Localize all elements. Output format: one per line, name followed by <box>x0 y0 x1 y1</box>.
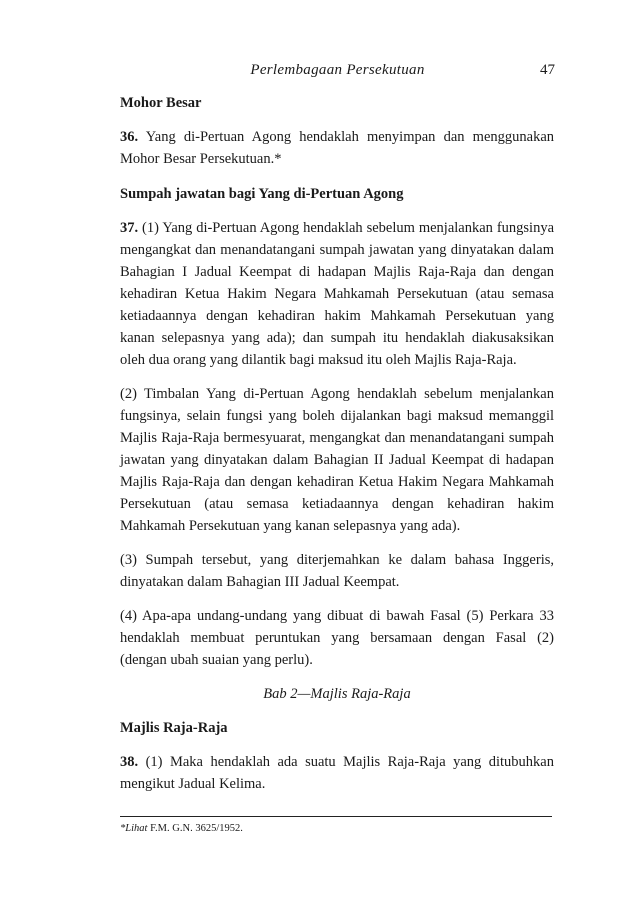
article-36-number: 36. <box>120 129 139 145</box>
article-36 <box>120 126 554 170</box>
chapter-heading: Bab 2—Majlis Raja-Raja <box>263 686 411 702</box>
footnote-reference: F.M. G.N. 3625/1952. <box>150 823 243 834</box>
article-37-clause-1-text: (1) Yang di-Pertuan Agong hendaklah sebelum menjalankan fungsinya mengangkat dan menandatangani sumpah jawatan yang dinyatakan dalam Bahagian I Jadual Keempat di hadapan Majlis Raja-Raja dan dengan kehadiran Ketua Hakim Negara Mahkamah Persekutuan (atau semasa ketiadaannya dengan kehadiran hakim Mahkamah Persekutuan yang kanan selepasnya yang ada); dan sumpah itu hendaklah diakusaksikan oleh dua orang yang dilantik bagi maksud itu oleh Majlis Raja-Raja. <box>120 220 555 368</box>
article-38-number: 38. <box>120 754 139 770</box>
page-number: 47 <box>540 62 555 78</box>
article-37-clause-3: (3) Sumpah tersebut, yang diterjemahkan ke dalam bahasa Inggeris, dinyatakan dalam Bahagian III Jadual Keempat. <box>120 552 554 590</box>
article-37-number: 37. <box>120 220 139 236</box>
article-37-clause-4: (4) Apa-apa undang-undang yang dibuat di bawah Fasal (5) Perkara 33 hendaklah membuat peruntukan yang bersamaan dengan Fasal (2) (dengan ubah suaian yang perlu). <box>120 608 554 668</box>
article-37-clause-2: (2) Timbalan Yang di-Pertuan Agong hendaklah sebelum menjalankan fungsinya, selain fungsi yang boleh dijalankan bagi maksud memanggil Majlis Raja-Raja bermesyuarat, mengangkat dan menandatangani sumpah jawatan yang dinyatakan dalam Bahagian II Jadual Keempat di hadapan Majlis Raja-Raja dan dengan kehadiran Ketua Hakim Negara Mahkamah Persekutuan (atau semasa ketiadaannya dengan kehadiran hakim Mahkamah Persekutuan yang kanan selepasnya yang ada). <box>120 386 554 534</box>
article-37-clause-1 <box>120 217 554 371</box>
heading-mohor-besar: Mohor Besar <box>120 95 202 111</box>
footnote <box>120 823 243 834</box>
footnote-lihat: *Lihat <box>120 823 148 834</box>
running-title: Perlembagaan Persekutuan <box>250 62 425 78</box>
footnote-divider <box>120 816 552 817</box>
document-body <box>120 92 554 795</box>
article-38-clause-1 <box>120 751 554 795</box>
article-38-clause-1-text: (1) Maka hendaklah ada suatu Majlis Raja-Raja yang ditubuhkan mengikut Jadual Kelima. <box>120 754 554 792</box>
article-36-text: Yang di-Pertuan Agong hendaklah menyimpan dan menggunakan Mohor Besar Persekutuan.* <box>120 129 555 167</box>
heading-majlis-raja-raja: Majlis Raja-Raja <box>120 720 228 736</box>
running-header <box>120 62 555 84</box>
heading-sumpah-jawatan: Sumpah jawatan bagi Yang di-Pertuan Agong <box>120 186 404 202</box>
